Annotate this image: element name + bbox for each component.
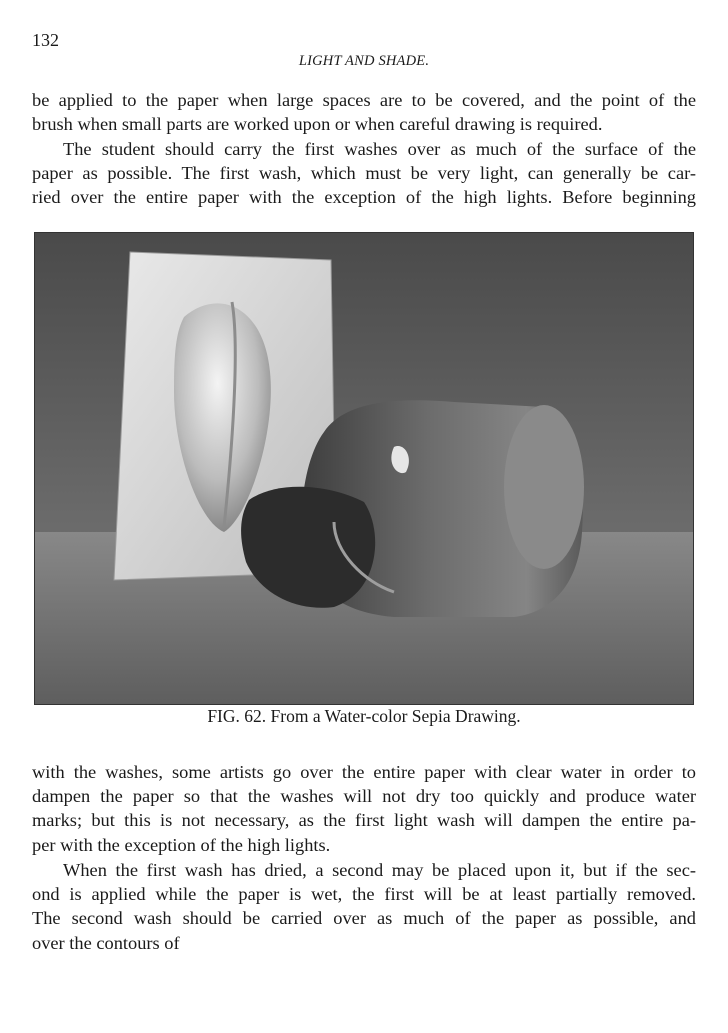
text-line: When the first wash has dried, a second may be placed upon it, but if the sec- (63, 860, 696, 880)
text-line: The student should carry the first washes over as much of the surface of the (63, 139, 696, 159)
text-line: The second wash should be carried over as much of the paper as possible, and (32, 908, 696, 929)
text-line: per with the exception of the high lights. (32, 834, 331, 855)
text-line: marks; but this is not necessary, as the first light wash will dampen the entire pa- (32, 810, 696, 831)
page-number: 132 (32, 30, 59, 50)
paragraph-3 (32, 760, 696, 857)
text-line: ried over the entire paper with the exception of the high lights. Before beginning (32, 187, 696, 208)
figure-caption: FIG. 62. From a Water-color Sepia Drawing. (207, 706, 521, 726)
text-line: be applied to the paper when large spaces are to be covered, and the point of the (32, 90, 696, 110)
text-line: dampen the paper so that the washes will not dry too quickly and produce water (32, 786, 696, 807)
text-line: with the washes, some artists go over the entire paper with clear water in order to (32, 762, 696, 782)
text-line: paper as possible. The first wash, which must be very light, can generally be car- (32, 163, 696, 184)
running-head: LIGHT AND SHADE. (298, 53, 430, 69)
paragraph-4 (32, 858, 696, 955)
text-line: brush when small parts are worked upon or when careful drawing is required. (32, 114, 603, 135)
paragraph-2 (32, 137, 696, 210)
figure-62-sepia-drawing (34, 232, 694, 705)
paragraph-1 (32, 88, 696, 136)
text-line: over the contours of (32, 932, 180, 953)
text-line: ond is applied while the paper is wet, the first will be at least partially removed. (32, 884, 696, 905)
